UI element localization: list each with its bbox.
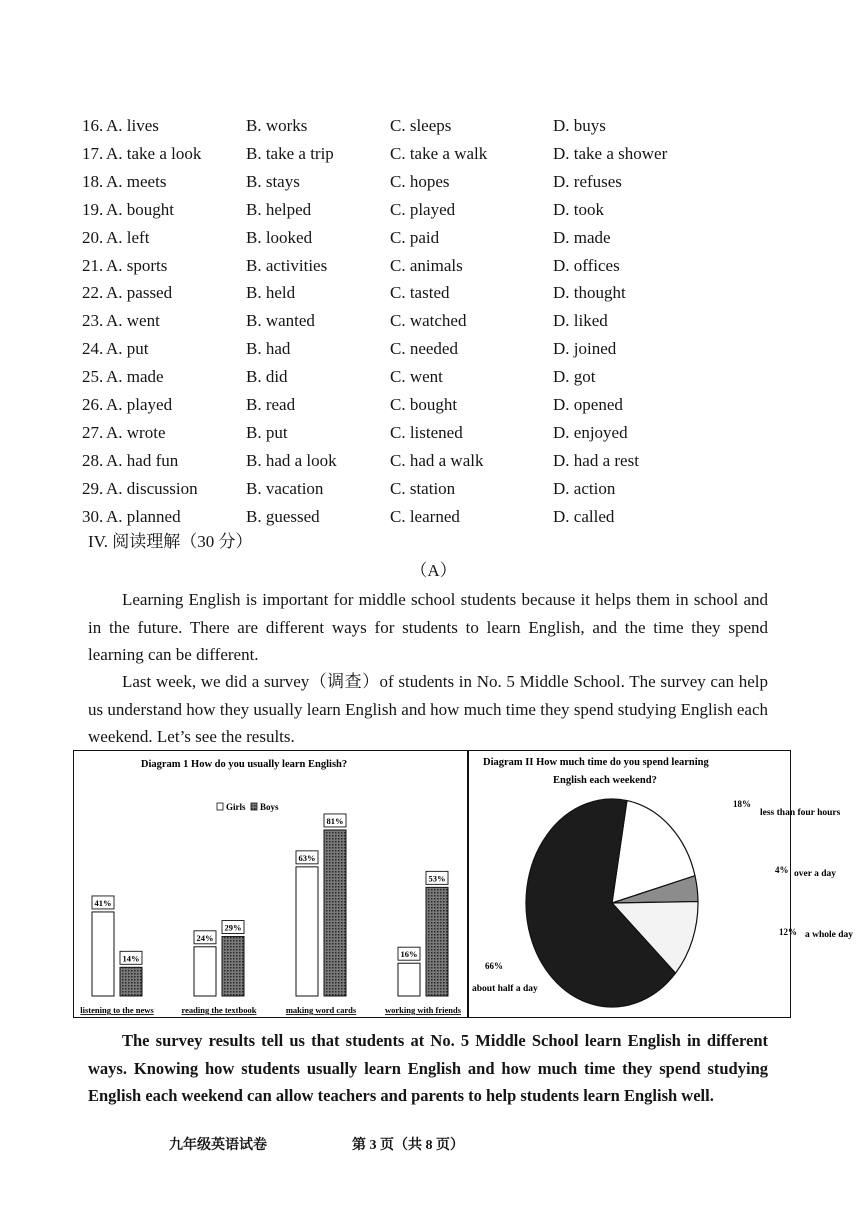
option-d: D. take a shower — [553, 143, 668, 163]
option-a: A. went — [106, 311, 160, 331]
option-c: C. learned — [390, 506, 460, 526]
option-a: A. had fun — [106, 450, 179, 470]
option-d: D. offices — [553, 255, 620, 275]
question-number: 24. — [82, 339, 104, 359]
option-c: C. had a walk — [390, 450, 484, 470]
option-c: C. went — [390, 367, 443, 387]
option-d: D. refuses — [553, 171, 622, 191]
option-c: C. station — [390, 478, 456, 498]
pie-title-line2: English each weekend? — [553, 775, 657, 786]
option-a: A. put — [106, 339, 149, 359]
option-a: A. sports — [106, 255, 168, 275]
option-b: B. helped — [246, 199, 312, 219]
option-c: C. sleeps — [390, 116, 452, 135]
question-number: 27. — [82, 422, 104, 442]
bar-girls-1 — [194, 947, 216, 996]
pie-title-line1: Diagram II How much time do you spend learning — [483, 757, 709, 768]
question-number: 21. — [82, 255, 104, 275]
page-number: 第 3 页（共 8 页） — [352, 1138, 464, 1153]
option-a: A. planned — [106, 506, 181, 526]
bar-chart-title: Diagram 1 How do you usually learn English? — [140, 759, 348, 770]
option-c: C. needed — [390, 339, 458, 359]
option-a: A. meets — [106, 171, 167, 191]
data-label: 63% — [298, 852, 316, 863]
question-number: 18. — [82, 171, 104, 191]
option-c: C. bought — [390, 395, 458, 414]
option-c: C. tasted — [390, 283, 450, 303]
data-label: 14% — [122, 953, 140, 964]
option-row — [0, 504, 867, 530]
option-row — [0, 169, 867, 195]
option-d: D. action — [553, 478, 616, 498]
option-d: D. had a rest — [553, 450, 639, 470]
option-b: B. works — [246, 116, 308, 135]
option-a: A. passed — [106, 283, 173, 303]
question-number: 22. — [82, 283, 104, 303]
data-label: 41% — [94, 897, 112, 908]
footer-title: 九年级英语试卷 — [169, 1138, 267, 1153]
option-d: D. opened — [553, 395, 623, 414]
option-row — [0, 113, 867, 139]
option-b: B. looked — [246, 227, 313, 247]
option-a: A. made — [106, 367, 164, 387]
bar-girls-2 — [296, 867, 318, 996]
option-row — [0, 308, 867, 334]
option-row — [0, 225, 867, 251]
paragraph-2: Last week, we did a survey（调查）of students in No. 5 Middle School. The survey can help us understand how they usually learn English and how much time they spend studying English each weekend. Let’s see the results. — [88, 672, 768, 746]
option-d: D. buys — [553, 116, 606, 135]
option-row — [0, 364, 867, 390]
legend-swatch-boys — [251, 803, 257, 810]
option-b: B. had — [246, 339, 291, 359]
data-label: 16% — [400, 949, 418, 960]
charts-frame — [73, 750, 854, 1018]
legend-label-girls: Girls — [226, 802, 246, 812]
option-b: B. wanted — [246, 311, 315, 331]
option-b: B. vacation — [246, 478, 324, 498]
option-row — [0, 197, 867, 223]
bar-boys-2 — [324, 830, 346, 996]
option-d: D. enjoyed — [553, 422, 628, 442]
option-d: D. called — [553, 506, 615, 526]
bar-boys-3 — [426, 887, 448, 996]
option-row — [0, 392, 867, 418]
option-d: D. thought — [553, 283, 626, 303]
bar-girls-3 — [398, 963, 420, 996]
option-b: B. take a trip — [246, 143, 334, 163]
category-label: listening to the news — [80, 1005, 154, 1015]
option-c: C. listened — [390, 422, 463, 442]
data-label: 53% — [428, 873, 446, 884]
pie-slice-label: less than four hours — [760, 808, 841, 818]
option-b: B. activities — [246, 255, 328, 275]
option-b: B. guessed — [246, 506, 320, 526]
question-number: 23. — [82, 311, 104, 331]
legend-label-boys: Boys — [260, 802, 279, 812]
option-c: C. played — [390, 199, 456, 219]
option-c: C. paid — [390, 227, 440, 247]
option-c: C. animals — [390, 255, 463, 275]
bar-boys-1 — [222, 937, 244, 996]
section-title: IV. 阅读理解（30 分） — [88, 532, 253, 551]
option-row — [0, 448, 867, 474]
option-c: C. hopes — [390, 171, 450, 191]
option-b: B. did — [246, 367, 288, 387]
option-b: B. had a look — [246, 450, 337, 470]
pie-chart — [469, 751, 854, 1016]
question-number: 26. — [82, 395, 104, 414]
bar-girls-0 — [92, 912, 114, 996]
pie-slice-pct: 66% — [485, 961, 503, 971]
category-label: reading the textbook — [181, 1005, 257, 1015]
category-label: making word cards — [285, 1005, 357, 1015]
option-d: D. made — [553, 227, 611, 247]
bar-chart — [74, 751, 467, 1016]
option-b: B. read — [246, 395, 296, 414]
option-d: D. joined — [553, 339, 617, 359]
option-b: B. held — [246, 283, 296, 303]
pie-slice-label: over a day — [794, 869, 837, 879]
option-c: C. watched — [390, 311, 467, 331]
option-row — [0, 280, 867, 306]
question-number: 19. — [82, 199, 104, 219]
question-number: 16. — [82, 116, 104, 135]
question-number: 28. — [82, 450, 104, 470]
option-a: A. discussion — [106, 478, 198, 498]
pie-slice-pct: 12% — [779, 927, 797, 937]
question-number: 30. — [82, 506, 104, 526]
bar-boys-0 — [120, 967, 142, 996]
option-row — [0, 420, 867, 446]
data-label: 24% — [196, 932, 214, 943]
option-d: D. liked — [553, 311, 608, 331]
option-b: B. put — [246, 422, 288, 442]
option-row — [0, 336, 867, 362]
option-row — [0, 476, 867, 502]
option-a: A. take a look — [106, 143, 202, 163]
data-label: 81% — [326, 815, 344, 826]
passage-label: （A） — [410, 561, 457, 580]
question-number: 29. — [82, 478, 104, 498]
option-a: A. left — [106, 227, 150, 247]
pie-slice-label: about half a day — [472, 984, 538, 994]
option-row — [0, 141, 867, 167]
question-number: 20. — [82, 227, 104, 247]
option-a: A. wrote — [106, 422, 166, 442]
option-a: A. played — [106, 395, 173, 414]
pie-slice-label: a whole day — [805, 930, 854, 940]
bar-legend — [217, 802, 279, 812]
data-label: 29% — [224, 922, 242, 933]
question-number: 25. — [82, 367, 104, 387]
legend-swatch-girls — [217, 803, 223, 810]
question-number: 17. — [82, 143, 104, 163]
option-a: A. lives — [106, 116, 159, 135]
option-d: D. got — [553, 367, 596, 387]
paragraph-3: The survey results tell us that students at No. 5 Middle School learn English in different ways. Knowing how students usually learn English and how much time they spend studying English each weekend can allow teachers and parents to help students learn English well. — [88, 1031, 768, 1105]
paragraph-1: Learning English is important for middle school students because it helps them in school and in the future. There are different ways for students to learn English, and the time they spend learning can be different. — [88, 590, 768, 664]
option-d: D. took — [553, 199, 604, 219]
pie-slice-pct: 4% — [775, 865, 789, 875]
option-a: A. bought — [106, 199, 174, 219]
option-b: B. stays — [246, 171, 300, 191]
option-c: C. take a walk — [390, 143, 488, 163]
pie-slice-pct: 18% — [733, 799, 751, 809]
category-label: working with friends — [384, 1005, 462, 1015]
option-row — [0, 253, 867, 279]
